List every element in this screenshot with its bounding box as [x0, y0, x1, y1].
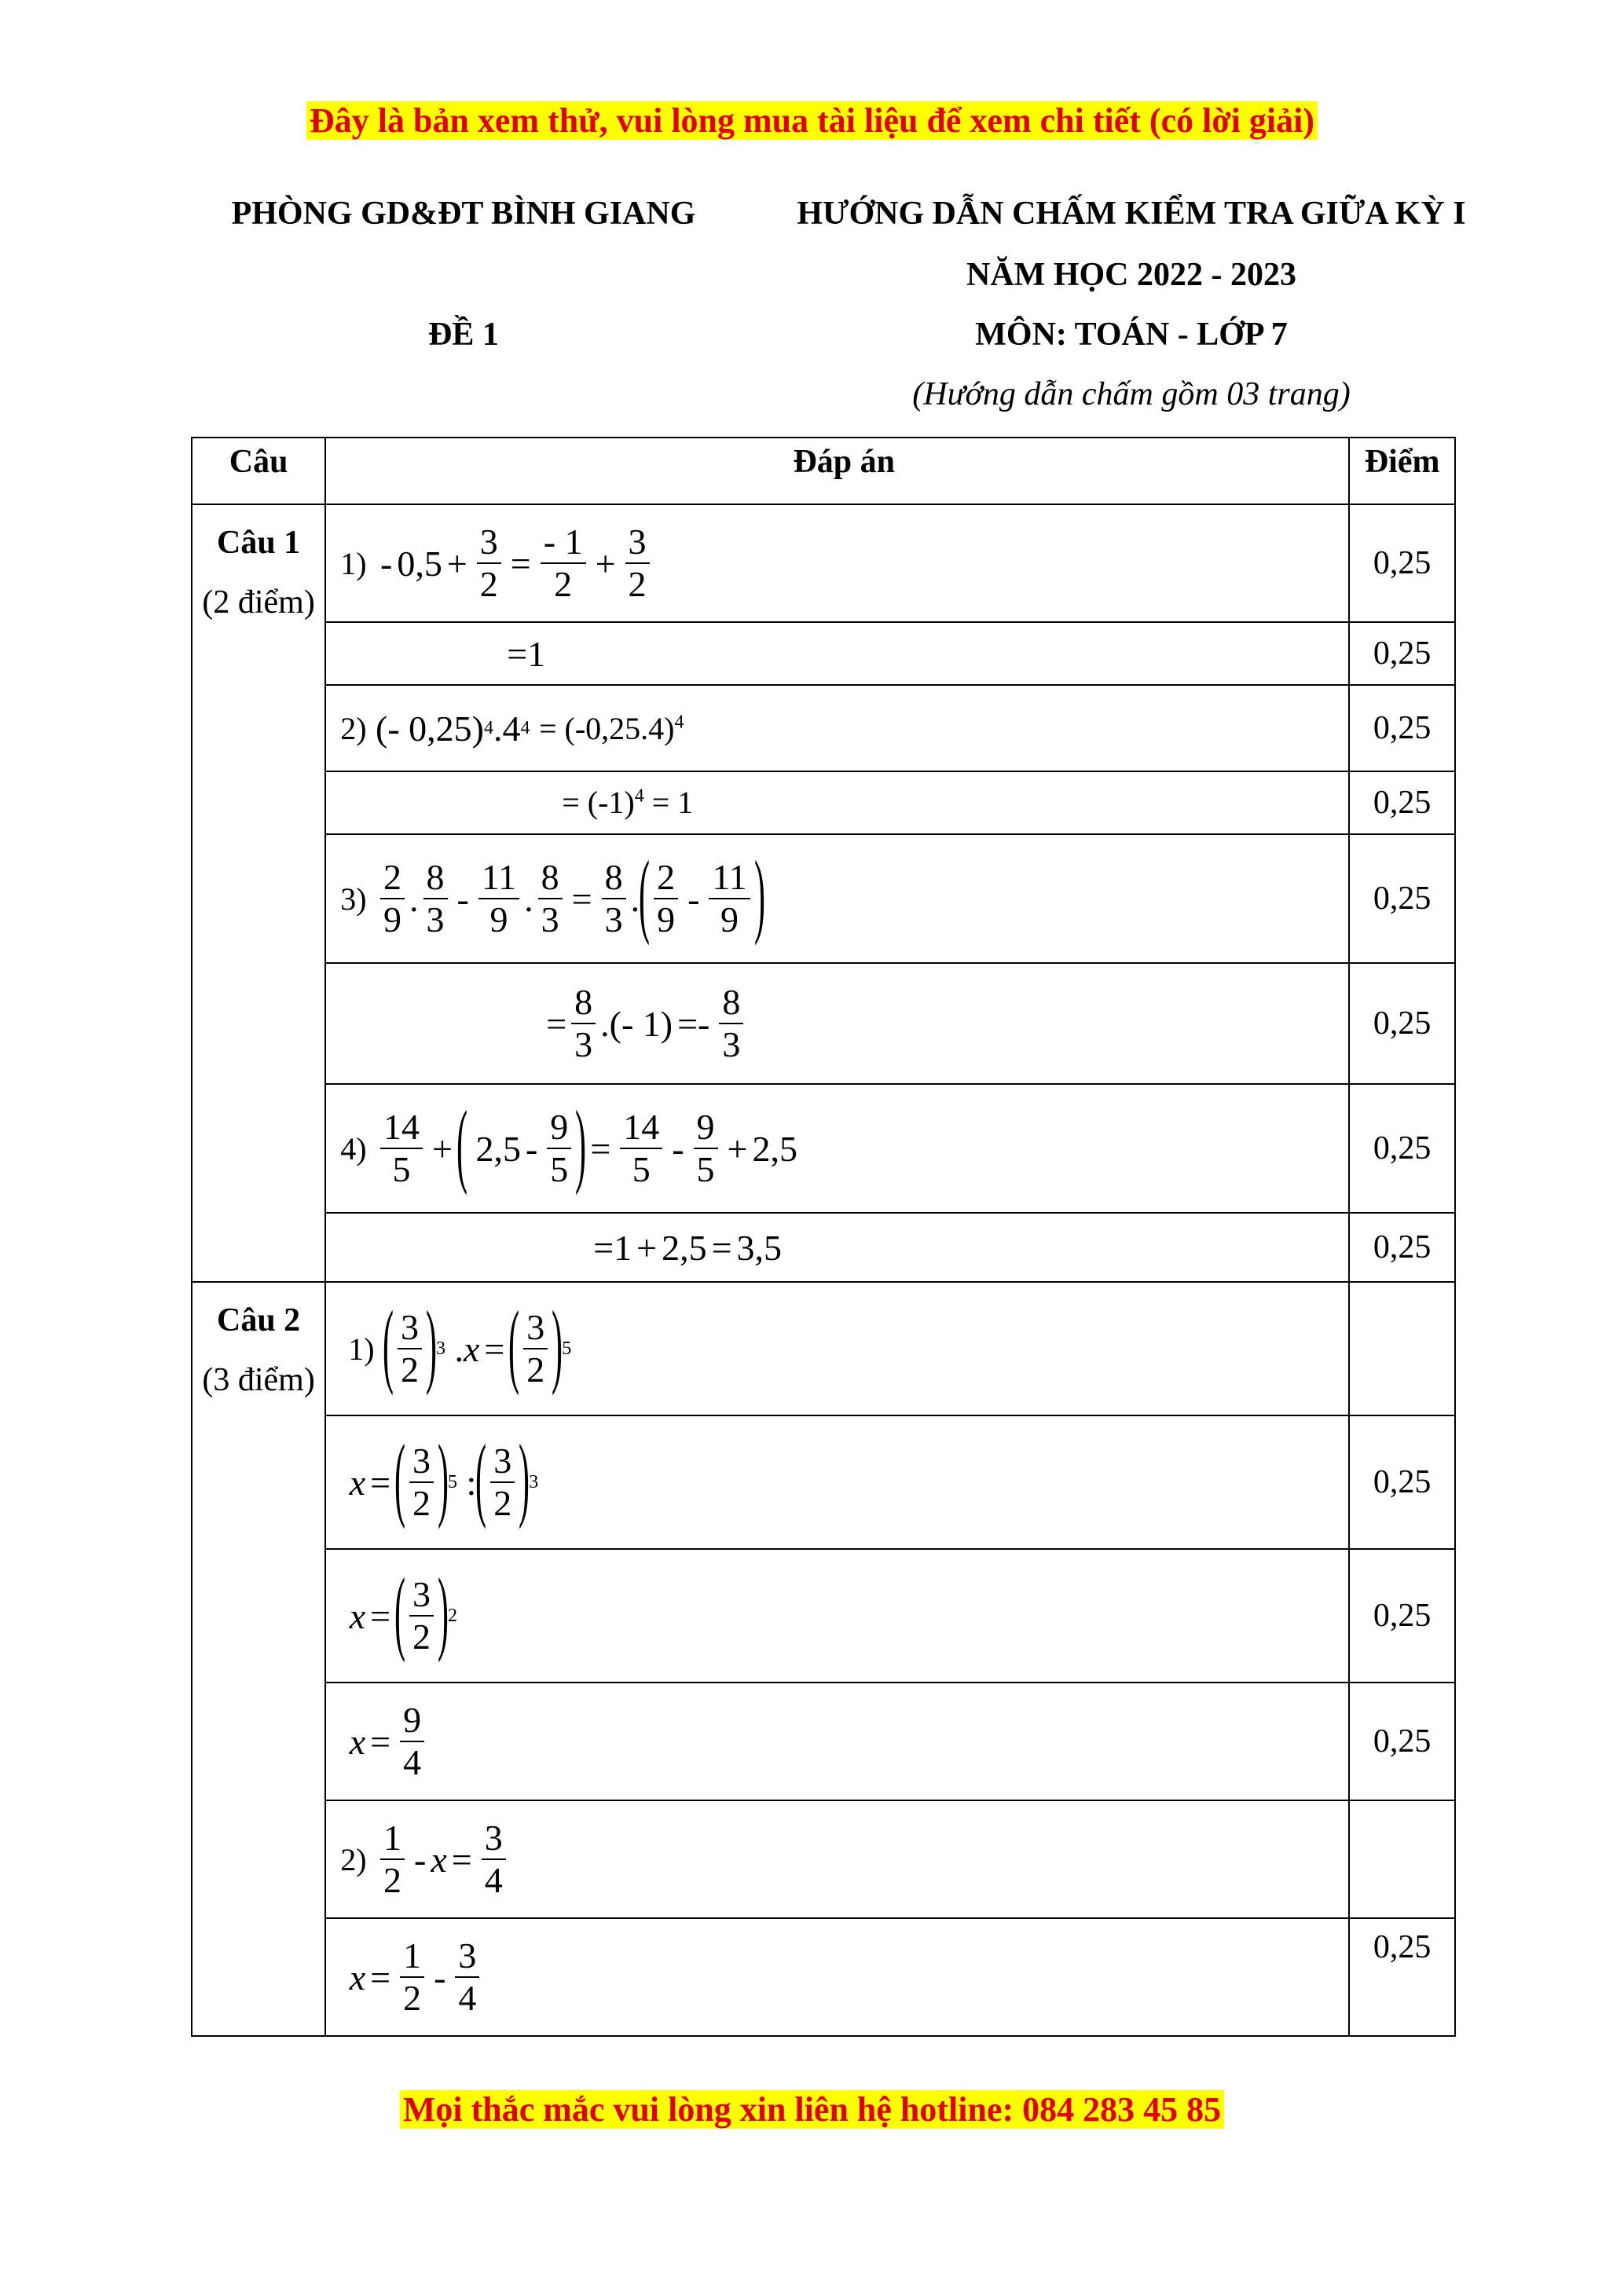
points-cell: 0,25	[1349, 1549, 1455, 1683]
table-header-row	[192, 438, 1455, 504]
header-question: Câu	[192, 438, 325, 504]
points-cell: 0,25	[1349, 622, 1455, 685]
table-row	[192, 685, 1455, 771]
table-row	[192, 1918, 1455, 2036]
exam-code: ĐỀ 1	[428, 317, 499, 353]
page-note: (Hướng dẫn chấm gồm 03 trang)	[912, 376, 1351, 412]
table-row	[192, 1415, 1455, 1549]
header-points: Điểm	[1349, 438, 1455, 504]
table-row	[192, 963, 1455, 1084]
table-row	[192, 1683, 1455, 1800]
table-row	[192, 834, 1455, 963]
question-2-cell	[192, 1282, 325, 2036]
table-row	[192, 1084, 1455, 1213]
table-row	[192, 504, 1455, 622]
points-cell: 0,25	[1349, 1918, 1455, 2036]
points-cell: 0,25	[1349, 771, 1455, 834]
question-2-points: (3 điểm)	[202, 1362, 315, 1398]
school-year: NĂM HỌC 2022 - 2023	[966, 257, 1296, 293]
points-cell-empty	[1349, 1800, 1455, 1918]
table-row	[192, 622, 1455, 685]
points-cell: 0,25	[1349, 504, 1455, 622]
header-answer: Đáp án	[325, 438, 1349, 504]
question-1-label: Câu 1	[216, 525, 301, 561]
points-cell: 0,25	[1349, 1213, 1455, 1282]
answer-step: 2) (- 0,25) 4 .4 4 = $(-0,25.4)^4$	[325, 685, 1349, 771]
points-cell: 0,25	[1349, 834, 1455, 963]
hotline-banner: Mọi thắc mắc vui lòng xin liên hệ hotline: 084 283 45 85	[0, 2089, 1624, 2129]
answer-step: 4) $\frac{14}{5}$ + ( 2,5 - $\frac{9}{5}$ ) = $\frac{14}{5}$ - $\frac{9}{5}$ + 2,5	[325, 1084, 1349, 1213]
points-cell: 0,25	[1349, 1683, 1455, 1800]
answer-step: x = $\frac{1}{2}$ - $\frac{3}{4}$	[325, 1918, 1349, 2036]
subject-line: MÔN: TOÁN - LỚP 7	[975, 317, 1288, 353]
answer-step: 1) - 0,5 + $\frac{3}{2}$ = $\frac{- 1}{2}$ + $\frac{3}{2}$	[325, 504, 1349, 622]
preview-banner: Đây là bản xem thử, vui lòng mua tài liệu để xem chi tiết (có lời giải)	[0, 101, 1624, 141]
answer-step: =1	[325, 622, 1349, 685]
answer-step: x = $\frac{9}{4}$	[325, 1683, 1349, 1800]
points-cell: 0,25	[1349, 963, 1455, 1084]
question-2-label: Câu 2	[216, 1302, 301, 1338]
table-row	[192, 1549, 1455, 1683]
department-name: PHÒNG GD&ĐT BÌNH GIANG	[231, 196, 696, 232]
points-cell-empty	[1349, 1282, 1455, 1415]
answer-step: x = ( $\frac{3}{2}$ ) 5 : ( $\frac{3}{2}$ ) 3	[325, 1415, 1349, 1549]
answer-step: 3) $\frac{2}{9}$ . $\frac{8}{3}$ - $\frac{11}{9}$ . $\frac{8}{3}$ = $\frac{8}{3}$ . ( $\frac{2}{9}$ - $\frac{11}{9}$ )	[325, 834, 1349, 963]
answer-step: 1) ( $\frac{3}{2}$ ) 3 . x = ( $\frac{3}{2}$ ) 5	[325, 1282, 1349, 1415]
points-cell: 0,25	[1349, 1084, 1455, 1213]
question-1-cell	[192, 504, 325, 1282]
answer-step: = $(-1)^4 = 1$	[325, 771, 1349, 834]
question-1-points: (2 điểm)	[202, 584, 315, 621]
table-row	[192, 771, 1455, 834]
points-cell: 0,25	[1349, 1415, 1455, 1549]
table-row	[192, 1213, 1455, 1282]
answer-step: x = ( $\frac{3}{2}$ ) 2	[325, 1549, 1349, 1683]
table-row	[192, 1282, 1455, 1415]
table-row	[192, 1800, 1455, 1918]
document-title: HƯỚNG DẪN CHẤM KIỂM TRA GIỮA KỲ I	[797, 196, 1466, 232]
answer-step: =1 + 2,5 = 3,5	[325, 1213, 1349, 1282]
answer-step: = $\frac{8}{3}$ .(- 1) =- $\frac{8}{3}$	[325, 963, 1349, 1084]
answer-step: 2) $\frac{1}{2}$ - x = $\frac{3}{4}$	[325, 1800, 1349, 1918]
points-cell: 0,25	[1349, 685, 1455, 771]
grading-table	[191, 437, 1456, 2037]
